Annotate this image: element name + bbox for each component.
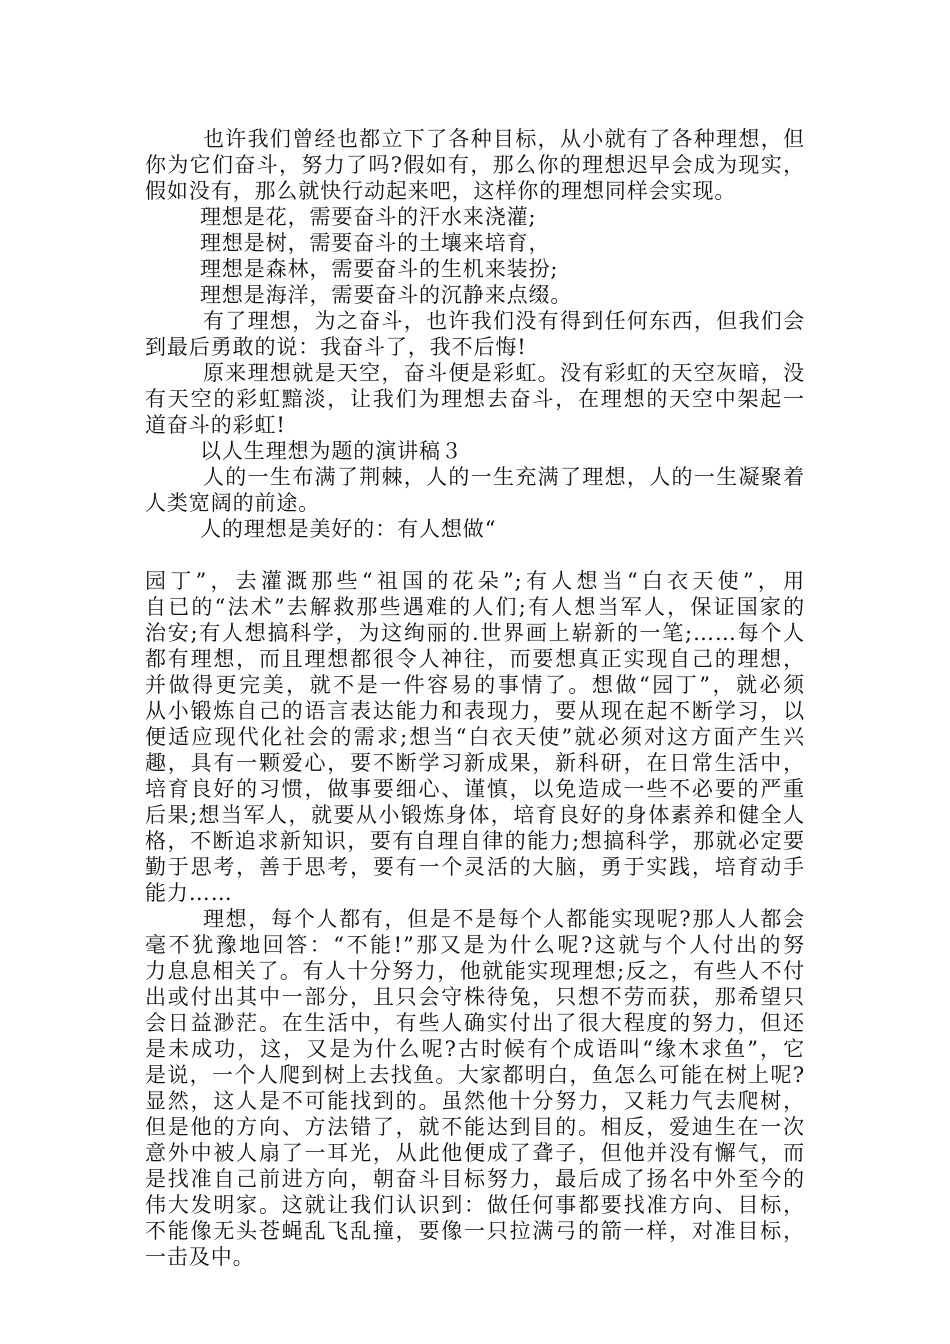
paragraph-7-line-2: 有天空的彩虹黯淡，让我们为理想去奋斗，在理想的天空中架起一 bbox=[145, 387, 805, 411]
paragraph-9-line-1: 人的理想是美好的：有人想做“ bbox=[200, 517, 497, 541]
paragraph-11-line-5: 会日益渺茫。在生活中，有些人确实付出了很大程度的努力，但还 bbox=[145, 1011, 805, 1035]
paragraph-10-line-5: 并做得更完美，就不是一件容易的事情了。想做“园丁”，就必须 bbox=[145, 673, 805, 697]
paragraph-7-line-3: 道奋斗的彩虹! bbox=[145, 413, 286, 437]
paragraph-11-line-14: 一击及中。 bbox=[145, 1245, 255, 1269]
paragraph-11-line-13: 不能像无头苍蝇乱飞乱撞，要像一只拉满弓的箭一样，对准目标， bbox=[145, 1219, 805, 1243]
paragraph-10-line-1: 园丁”，去灌溉那些“祖国的花朵”;有人想当“白衣天使”，用 bbox=[145, 569, 805, 593]
paragraph-8-line-1: 人的一生布满了荆棘，人的一生充满了理想，人的一生凝聚着 bbox=[203, 465, 805, 489]
paragraph-1-line-1: 也许我们曾经也都立下了各种目标，从小就有了各种理想，但 bbox=[203, 127, 805, 151]
paragraph-10-line-13: 能力…… bbox=[145, 881, 233, 905]
paragraph-1-line-3: 假如没有，那么就快行动起来吧，这样你的理想同样会实现。 bbox=[145, 179, 737, 203]
paragraph-11-line-9: 但是他的方向、方法错了，就不能达到目的。相反，爱迪生在一次 bbox=[145, 1115, 805, 1139]
paragraph-11-line-8: 显然，这人是不可能找到的。虽然他十分努力，又耗力气去爬树， bbox=[145, 1089, 805, 1113]
paragraph-1-line-2: 你为它们奋斗，努力了吗?假如有，那么你的理想迟早会成为现实， bbox=[145, 153, 805, 177]
paragraph-10-line-11: 格，不断追求新知识，要有自理自律的能力;想搞科学，那就必定要 bbox=[145, 829, 805, 853]
paragraph-11-line-4: 出或付出其中一部分，且只会守株待兔，只想不劳而获，那希望只 bbox=[145, 985, 805, 1009]
paragraph-8-line-2: 人类宽阔的前途。 bbox=[145, 491, 321, 515]
paragraph-10-line-2: 自已的“法术”去解救那些遇难的人们;有人想当军人，保证国家的 bbox=[145, 595, 805, 619]
paragraph-11-line-3: 力息息相关了。有人十分努力，他就能实现理想;反之，有些人不付 bbox=[145, 959, 805, 983]
paragraph-10-line-12: 勤于思考，善于思考，要有一个灵活的大脑，勇于实践，培育动手 bbox=[145, 855, 805, 879]
paragraph-11-line-2: 毫不犹豫地回答：“不能!”那又是为什么呢?这就与个人付出的努 bbox=[145, 933, 805, 957]
paragraph-10-line-10: 后果;想当军人，就要从小锻炼身体，培育良好的身体素养和健全人 bbox=[145, 803, 805, 827]
poem-line-2: 理想是树，需要奋斗的土壤来培育， bbox=[200, 231, 551, 255]
paragraph-11-line-12: 伟大发明家。这就让我们认识到：做任何事都要找准方向、目标， bbox=[145, 1193, 805, 1217]
paragraph-10-line-7: 便适应现代化社会的需求;想当“白衣天使”就必须对这方面产生兴 bbox=[145, 725, 805, 749]
paragraph-10-line-9: 培育良好的习惯，做事要细心、谨慎，以免造成一些不必要的严重 bbox=[145, 777, 805, 801]
poem-line-3: 理想是森林，需要奋斗的生机来装扮; bbox=[200, 257, 559, 281]
paragraph-11-line-10: 意外中被人扇了一耳光，从此他便成了聋子，但他并没有懈气，而 bbox=[145, 1141, 805, 1165]
paragraph-11-line-1: 理想，每个人都有，但是不是每个人都能实现呢?那人人都会 bbox=[203, 907, 805, 931]
paragraph-11-line-7: 是说，一个人爬到树上去找鱼。大家都明白，鱼怎么可能在树上呢? bbox=[145, 1063, 805, 1087]
paragraph-10-line-8: 趣，具有一颗爱心，要不断学习新成果，新科研，在日常生活中， bbox=[145, 751, 805, 775]
paragraph-10-line-3: 治安;有人想搞科学，为这绚丽的.世界画上崭新的一笔;……每个人 bbox=[145, 621, 805, 645]
poem-line-1: 理想是花，需要奋斗的汗水来浇灌; bbox=[200, 205, 537, 229]
section-heading: 以人生理想为题的演讲稿３ bbox=[200, 439, 463, 463]
paragraph-7-line-1: 原来理想就是天空，奋斗便是彩虹。没有彩虹的天空灰暗，没 bbox=[203, 361, 805, 385]
paragraph-11-line-11: 是找准自己前进方向，朝奋斗目标努力，最后成了扬名中外至今的 bbox=[145, 1167, 805, 1191]
poem-line-4: 理想是海洋，需要奋斗的沉静来点缀。 bbox=[200, 283, 573, 307]
paragraph-11-line-6: 是未成功，这，又是为什么呢?古时候有个成语叫“缘木求鱼”，它 bbox=[145, 1037, 805, 1061]
paragraph-10-line-6: 从小锻炼自己的语言表达能力和表现力，要从现在起不断学习，以 bbox=[145, 699, 805, 723]
paragraph-6-line-1: 有了理想，为之奋斗，也许我们没有得到任何东西，但我们会 bbox=[203, 309, 805, 333]
paragraph-6-line-2: 到最后勇敢的说：我奋斗了，我不后悔! bbox=[145, 335, 527, 359]
paragraph-10-line-4: 都有理想，而且理想都很令人神往，而要想真正实现自己的理想， bbox=[145, 647, 805, 671]
